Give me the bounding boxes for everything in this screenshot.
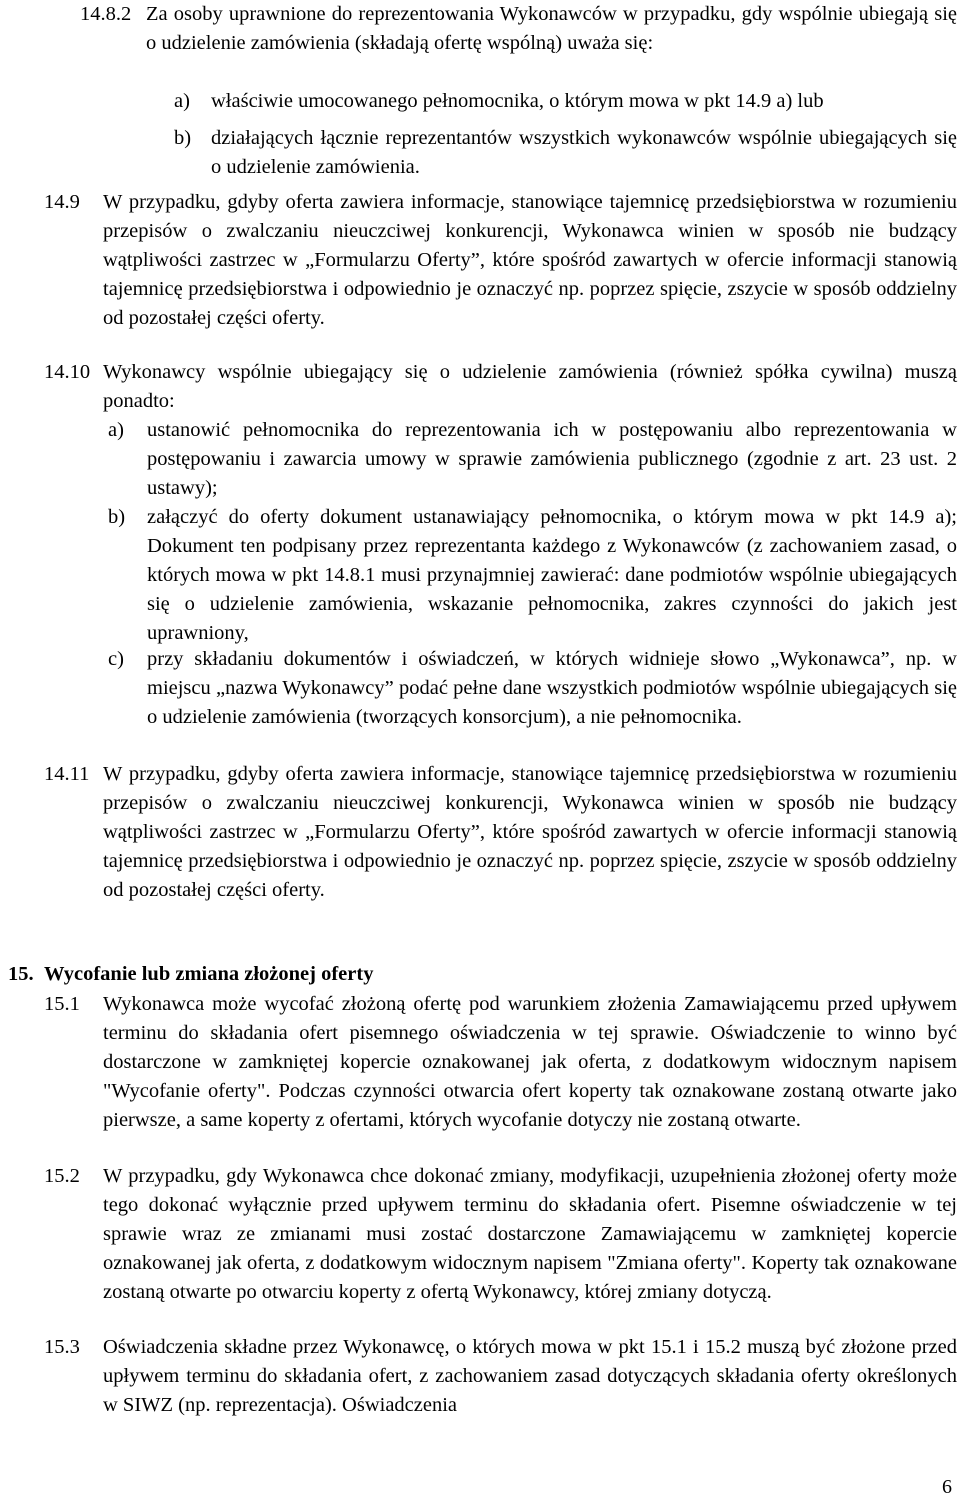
list-label: b): [174, 127, 192, 149]
page-number: 6: [942, 1476, 952, 1498]
paragraph-14-11: W przypadku, gdyby oferta zawiera informacje, stanowiące tajemnicę przedsiębiorstwa w rozumieniu przepisów o zwalczaniu nieuczciwej konkurencji, Wykonawca winien w sposób nie budzący wątpliwości zastrzec w „Formularzu Oferty”, które spośród zawartych w ofercie informacji stanowią tajemnicę przedsiębiorstwa i odpowiednio je oznaczyć np. poprzez spięcie, zszycie w sposób oddzielny od pozostałej części oferty.: [103, 763, 957, 901]
section-number: 14.8.2: [80, 3, 132, 25]
list-label: a): [108, 419, 124, 441]
section-number: 15.2: [44, 1165, 80, 1187]
list-item-text: właściwie umocowanego pełnomocnika, o którym mowa w pkt 14.9 a) lub: [211, 90, 824, 112]
section-number: 15.1: [44, 993, 80, 1015]
paragraph-15-3: Oświadczenia składne przez Wykonawcę, o których mowa w pkt 15.1 i 15.2 muszą być złożone przed upływem terminu do składania ofert, z zachowaniem zasad dotyczących składania oferty określonych w SIWZ (np. reprezentacja). Oświadczenia: [103, 1336, 957, 1416]
section-number: 14.9: [44, 191, 80, 213]
section-heading-number: 15.: [8, 963, 34, 985]
list-item-text: przy składaniu dokumentów i oświadczeń, w których widnieje słowo „Wykonawca”, np. w miejscu „nazwa Wykonawcy” podać pełne dane wszystkich podmiotów wspólnie ubiegających się o udzielenie zamówienia (tworzących konsorcjum), a nie pełnomocnika.: [147, 648, 957, 728]
section-number: 14.10: [44, 361, 91, 383]
list-label: c): [108, 648, 124, 670]
list-label: a): [174, 90, 190, 112]
paragraph-14-8-2: Za osoby uprawnione do reprezentowania Wykonawców w przypadku, gdy wspólnie ubiegają się o udzielenie zamówienia (składają ofertę wspólną) uważa się:: [146, 3, 957, 54]
paragraph-15-1: Wykonawca może wycofać złożoną ofertę pod warunkiem złożenia Zamawiającemu przed upływem terminu do składania ofert pisemnego oświadczenia w tej sprawie. Oświadczenie to winno być dostarczone w zamkniętej kopercie oznakowanej jak oferta, z dodatkowym widocznym napisem "Wycofanie oferty". Podczas czynności otwarcia ofert koperty tak oznakowane zostaną otwarte jako pierwsze, a same koperty z ofertami, których wycofanie dotyczy nie zostaną otwarte.: [103, 993, 957, 1131]
paragraph-14-10: Wykonawcy wspólnie ubiegający się o udzielenie zamówienia (również spółka cywilna) muszą ponadto:: [103, 361, 957, 412]
list-item-text: ustanowić pełnomocnika do reprezentowania ich w postępowaniu albo reprezentowania w postępowaniu i zawarcia umowy w sprawie zamówienia publicznego (zgodnie z art. 23 ust. 2 ustawy);: [147, 419, 957, 499]
section-number: 14.11: [44, 763, 90, 785]
section-number: 15.3: [44, 1336, 80, 1358]
paragraph-15-2: W przypadku, gdy Wykonawca chce dokonać zmiany, modyfikacji, uzupełnienia złożonej oferty może tego dokonać wyłącznie przed upływem terminu do składania ofert. Pisemne oświadczenie w tej sprawie wraz ze zmianami musi zostać dostarczone Zamawiającemu w zamkniętej kopercie oznakowanej jak oferta, z dodatkowym widocznym napisem "Zmiana oferty". Koperty tak oznakowane zostaną otwarte po otwarciu koperty z ofertą Wykonawcy, której zmiany dotyczą.: [103, 1165, 957, 1303]
list-item-text: załączyć do oferty dokument ustanawiający pełnomocnika, o którym mowa w pkt 14.9 a); Dokument ten podpisany przez reprezentanta każdego z Wykonawców (z zachowaniem zasad, o których mowa w pkt 14.8.1 musi przynajmniej zawierać: dane podmiotów wspólnie ubiegających się o udzielenie zamówienia, wskazanie pełnomocnika, zakres czynności do jakich jest uprawniony,: [147, 506, 957, 644]
paragraph-14-9: W przypadku, gdyby oferta zawiera informacje, stanowiące tajemnicę przedsiębiorstwa w rozumieniu przepisów o zwalczaniu nieuczciwej konkurencji, Wykonawca winien w sposób nie budzący wątpliwości zastrzec w „Formularzu Oferty”, które spośród zawartych w ofercie informacji stanowią tajemnicę przedsiębiorstwa i odpowiednio je oznaczyć np. poprzez spięcie, zszycie w sposób oddzielny od pozostałej części oferty.: [103, 191, 957, 329]
list-item-text: działających łącznie reprezentantów wszystkich wykonawców wspólnie ubiegających się o udzielenie zamówienia.: [211, 127, 957, 178]
list-label: b): [108, 506, 126, 528]
section-heading-title: Wycofanie lub zmiana złożonej oferty: [44, 963, 374, 985]
